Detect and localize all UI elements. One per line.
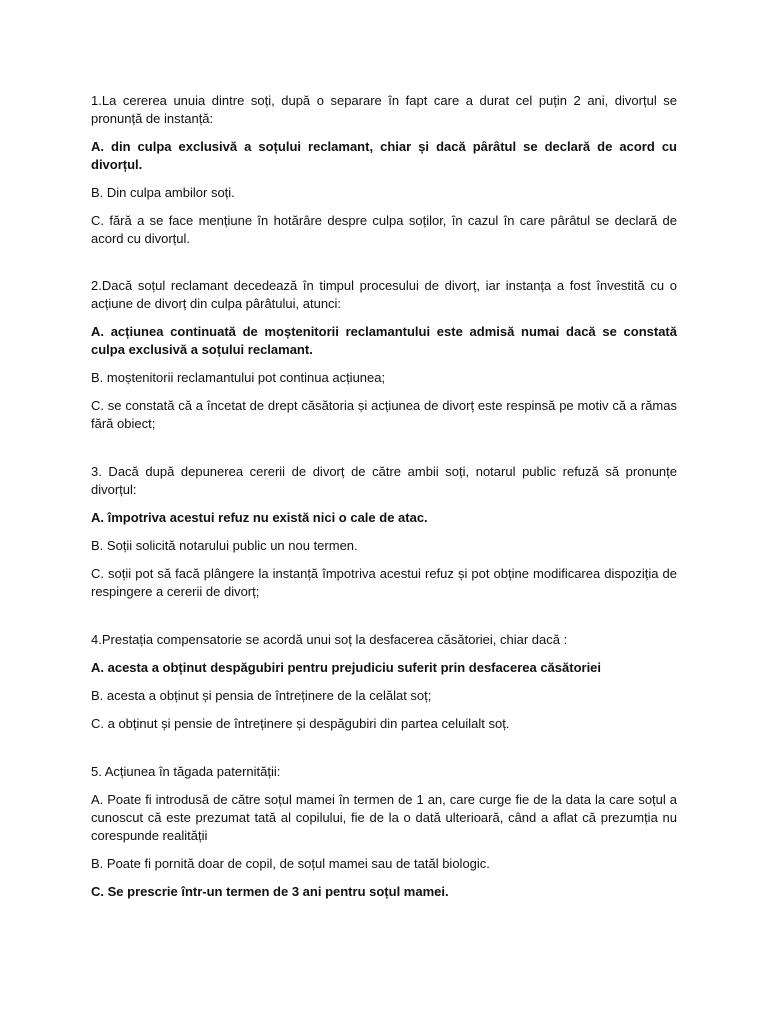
- question-2: [91, 277, 677, 433]
- option-a: A. acesta a obținut despăgubiri pentru prejudiciu suferit prin desfacerea căsătoriei: [91, 660, 602, 675]
- option-c: C. soții pot să facă plângere la instanță împotriva acestui refuz și pot obține modificarea dispoziția de respingere a cererii de divorț;: [91, 566, 677, 599]
- option-a: A. acțiunea continuată de moștenitorii reclamantului este admisă numai dacă se constată culpa exclusivă a soțului reclamant.: [91, 324, 677, 357]
- option-b: B. Soții solicită notarului public un nou termen.: [91, 538, 358, 553]
- option-c: C. Se prescrie într-un termen de 3 ani pentru soțul mamei.: [91, 884, 449, 899]
- option-b: B. Din culpa ambilor soți.: [91, 185, 235, 200]
- question-text: 4.Prestația compensatorie se acordă unui soț la desfacerea căsătoriei, chiar dacă :: [91, 632, 568, 647]
- question-4: [91, 631, 677, 733]
- question-3: [91, 463, 677, 601]
- option-c: C. se constată că a încetat de drept căsătoria și acțiunea de divorț este respinsă pe motiv că a rămas fără obiect;: [91, 398, 677, 431]
- question-text: 5. Acțiunea în tăgada paternității:: [91, 764, 281, 779]
- option-a: A. Poate fi introdusă de către soțul mamei în termen de 1 an, care curge fie de la data la care soțul a cunoscut că este prezumat tată al copilului, fie de la o dată ulterioară, când a aflat că prezumția nu corespunde realității: [91, 792, 677, 843]
- option-b: B. acesta a obținut și pensia de întreținere de la celălat soț;: [91, 688, 432, 703]
- question-text: 3. Dacă după depunerea cererii de divorț de către ambii soți, notarul public refuză să pronunțe divorțul:: [91, 464, 677, 497]
- option-c: C. fără a se face mențiune în hotărâre despre culpa soților, în cazul în care pârâtul se declară de acord cu divorțul.: [91, 213, 677, 246]
- option-a: A. împotriva acestui refuz nu există nici o cale de atac.: [91, 510, 428, 525]
- option-b: B. moștenitorii reclamantului pot continua acțiunea;: [91, 370, 386, 385]
- question-1: [91, 92, 677, 248]
- option-b: B. Poate fi pornită doar de copil, de soțul mamei sau de tatăl biologic.: [91, 856, 490, 871]
- question-text: 2.Dacă soțul reclamant decedează în timpul procesului de divorț, iar instanța a fost învestită cu o acțiune de divorț din culpa pârâtului, atunci:: [91, 278, 677, 311]
- option-c: C. a obținut și pensie de întreținere și despăgubiri din partea celuilalt soț.: [91, 716, 510, 731]
- question-text: 1.La cererea unuia dintre soți, după o separare în fapt care a durat cel puțin 2 ani, divorțul se pronunță de instanță:: [91, 93, 677, 126]
- question-5: [91, 763, 677, 901]
- option-a: A. din culpa exclusivă a soțului reclamant, chiar și dacă pârâtul se declară de acord cu divorțul.: [91, 139, 677, 172]
